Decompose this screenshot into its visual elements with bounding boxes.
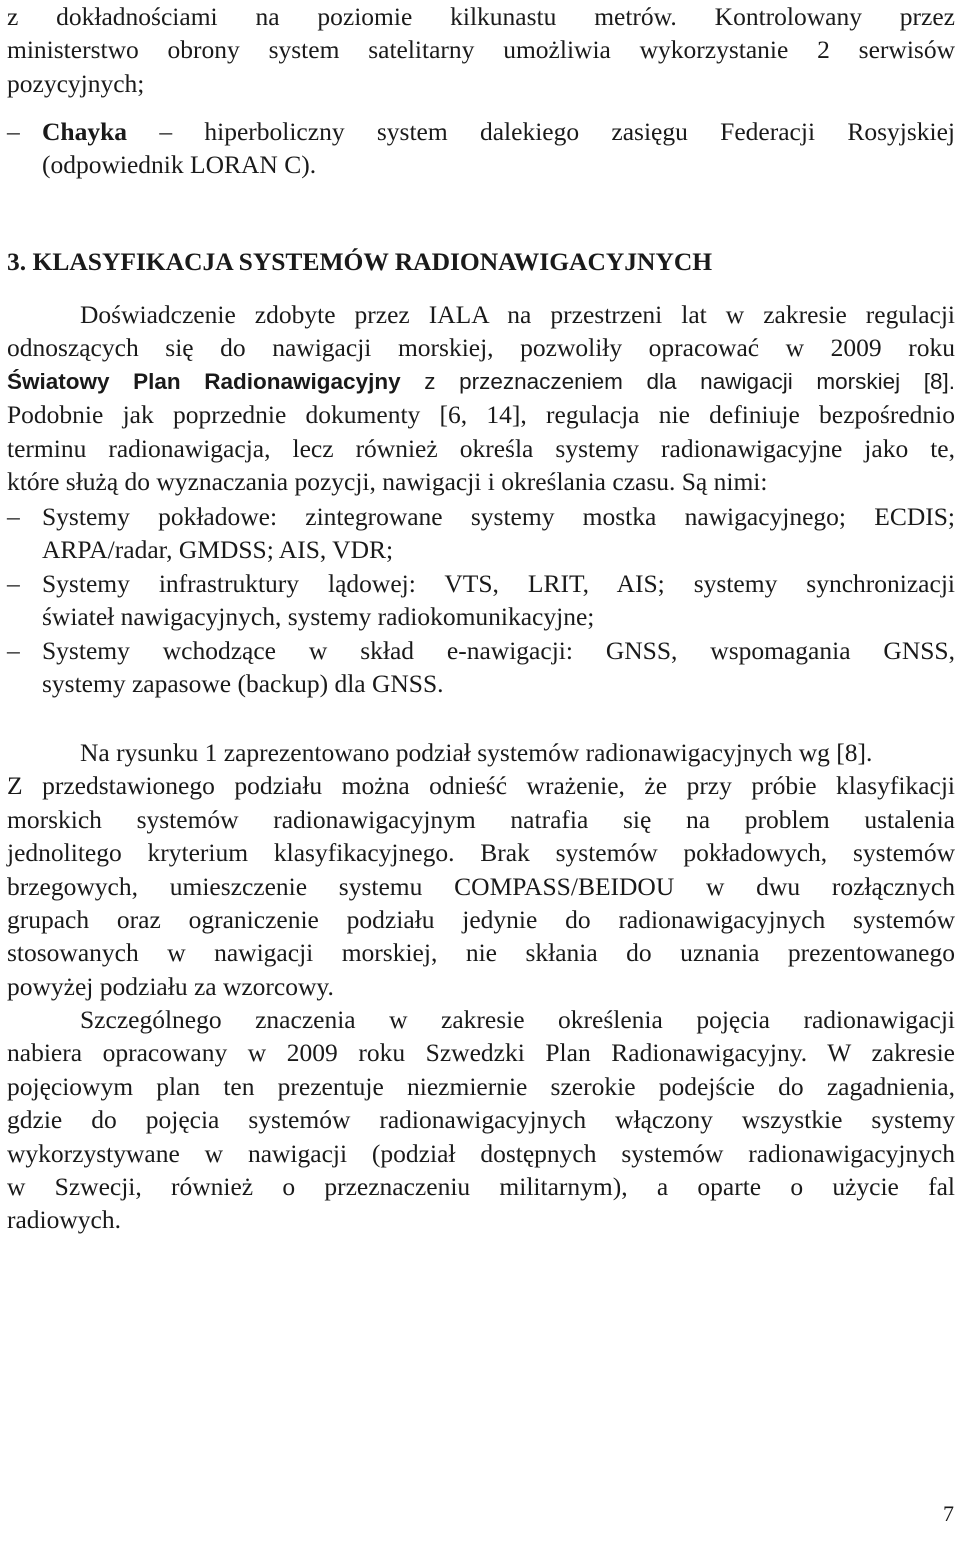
text-line: które służą do wyznaczania pozycji, nawigacji i określania czasu. Są nimi: [7,466,768,496]
text-line: w Szwecji, również o przeznaczeniu militarnym), a oparte o użycie fal [7,1171,955,1201]
list-item-chayka [7,115,955,182]
text-line: systemy zapasowe (backup) dla GNSS. [42,668,444,698]
text-line: nabiera opracowany w 2009 roku Szwedzki Plan Radionawigacyjny. W zakresie [7,1038,955,1068]
page-number: 7 [943,1501,954,1526]
list-item [7,567,955,634]
text-line: Doświadczenie zdobyte przez IALA na przestrzeni lat w zakresie regulacji [80,300,955,329]
text-line: ARPA/radar, GMDSS; AIS, VDR; [42,535,394,565]
term-description: – hiperboliczny system dalekiego zasięgu Federacji Rosyjskiej [127,117,955,146]
text-line: Szczególnego znaczenia w zakresie określenia pojęcia radionawigacji [80,1005,955,1034]
text-line: Podobnie jak poprzednie dokumenty [6, 14], regulacja nie definiuje bezpośrednio [7,400,955,430]
text-line: radiowych. [7,1205,122,1235]
term-chayka: Chayka [42,117,128,146]
paragraph-1 [7,298,955,498]
plan-name: Światowy Plan Radionawigacyjny [7,368,401,394]
paragraph-2 [7,736,955,1003]
text-line: Systemy wchodzące w skład e-nawigacji: GNSS, wspomagania GNSS, [42,635,955,665]
text-line: brzegowych, umieszczenie systemu COMPASS/BEIDOU w dwu rozłącznych [7,871,955,901]
list-dash: – [7,117,20,146]
text-line: Światowy Plan Radionawigacyjny z przeznaczeniem dla nawigacji morskiej [8]. [7,368,955,394]
list-item [7,634,955,701]
text-line: jednolitego kryterium klasyfikacyjnego. Brak systemów pokładowych, systemów [7,838,955,868]
text-line: wykorzystywane w nawigacji (podział dostępnych systemów radionawigacyjnych [7,1138,955,1168]
list-dash: – [7,568,20,598]
paragraph-3 [7,1003,955,1237]
text-line: ministerstwo obrony system satelitarny umożliwia wykorzystanie 2 serwisów [7,35,955,65]
text-line: terminu radionawigacja, lecz również określa systemy radionawigacyjne jako te, [7,433,955,463]
text-line: stosowanych w nawigacji morskiej, nie skłania do uznania prezentowanego [7,938,955,968]
text-line: Z przedstawionego podziału można odnieść wrażenie, że przy próbie klasyfikacji [7,771,955,801]
text-line: Systemy infrastruktury lądowej: VTS, LRIT, AIS; systemy synchronizacji [42,568,955,598]
text-line: gdzie do pojęcia systemów radionawigacyjnych włączony wszystkie systemy [7,1105,955,1135]
top-text-block [7,0,955,100]
text-line: powyżej podziału za wzorcowy. [7,971,334,1001]
text-line: świateł nawigacyjnych, systemy radiokomunikacyjne; [42,602,595,632]
text-line: odnoszących się do nawigacji morskiej, pozwoliły opracować w 2009 roku [7,333,955,363]
text-line: pojęciowym plan ten prezentuje niezmiernie szerokie podejście do zagadnienia, [7,1071,955,1101]
list-dash: – [7,502,20,531]
text-line: Systemy pokładowe: zintegrowane systemy mostka nawigacyjnego; ECDIS; [42,502,955,531]
text-line: grupach oraz ograniczenie podziału jedynie do radionawigacyjnych systemów [7,904,955,934]
text-line: z dokładnościami na poziomie kilkunastu metrów. Kontrolowany przez [7,2,955,31]
text-line: morskich systemów radionawigacyjnym natrafia się na problem ustalenia [7,804,955,834]
text-line: (odpowiednik LORAN C). [42,150,317,180]
text-line [42,115,955,148]
list-item [7,500,955,567]
list-dash: – [7,635,20,665]
text-line: Na rysunku 1 zaprezentowano podział systemów radionawigacyjnych wg [8]. [80,738,873,767]
section-heading: 3. KLASYFIKACJA SYSTEMÓW RADIONAWIGACYJNYCH [7,247,713,276]
systems-list [7,500,955,700]
text-line: pozycyjnych; [7,68,145,98]
